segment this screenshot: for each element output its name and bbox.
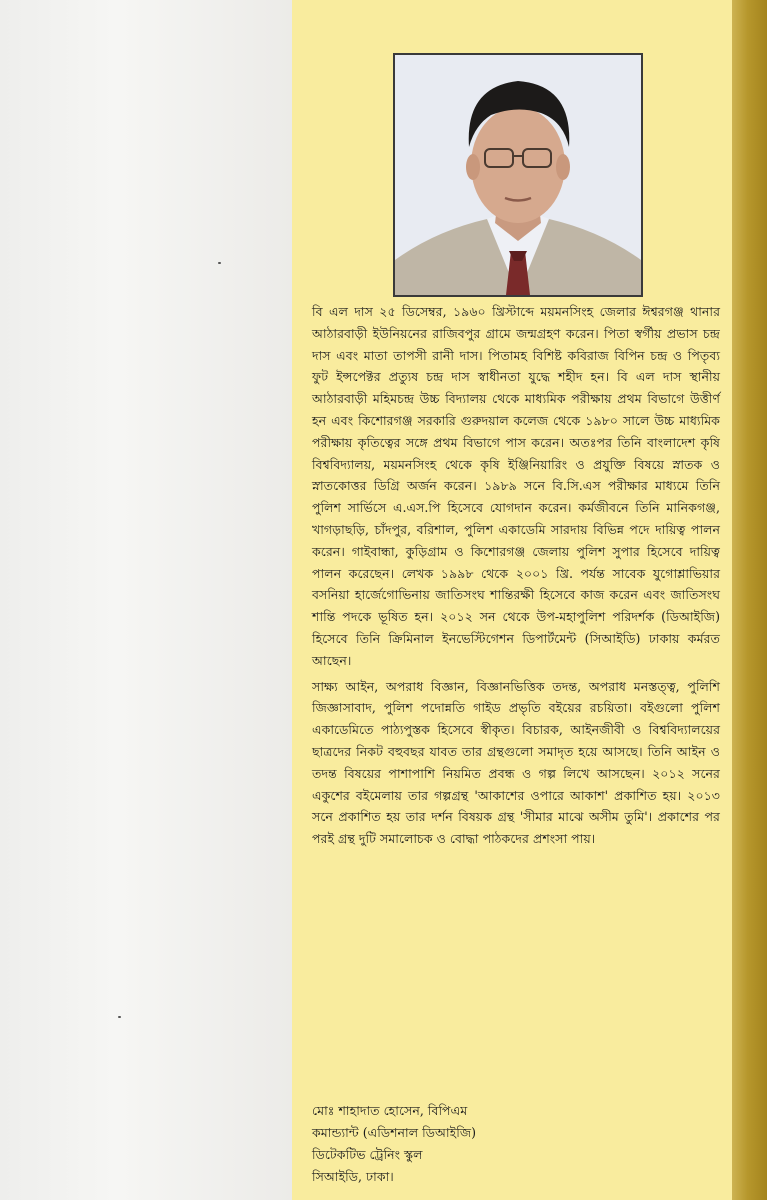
author-biography [312, 301, 720, 854]
paper-speck [218, 262, 221, 264]
left-flap-paper [0, 0, 292, 1200]
author-portrait-image [395, 55, 641, 295]
signatory-designation: কমান্ড্যান্ট (এডিশনাল ডিআইজি) [312, 1125, 476, 1140]
book-spine [732, 0, 767, 1200]
biography-paragraph-career: বি এল দাস ২৫ ডিসেম্বর, ১৯৬০ খ্রিস্টাব্দে ময়মনসিংহ জেলার ঈশ্বরগঞ্জ থানার আঠারবাড়ী ইউনিয়নের রাজিবপুর গ্রামে জন্মগ্রহণ করেন। পিতা স্বর্গীয় প্রভাস চন্দ্র দাস এবং মাতা তাপসী রানী দাস। পিতামহ বিশিষ্ট কবিরাজ বিপিন চন্দ্র ও পিতৃব্য ফুট ইন্সপেক্টর প্রত্যুষ চন্দ্র দাস স্বাধীনতা যুদ্ধে শহীদ হন। বি এল দাস স্থানীয় আঠারবাড়ী মহিমচন্দ্র উচ্চ বিদ্যালয় থেকে মাধ্যমিক পরীক্ষায় প্রথম বিভাগে উত্তীর্ণ হন এবং কিশোরগঞ্জ সরকারি গুরুদয়াল কলেজ থেকে ১৯৮০ সালে উচ্চ মাধ্যমিক পরীক্ষায় কৃতিত্বের সঙ্গে প্রথম বিভাগে পাস করেন। অতঃপর তিনি বাংলাদেশ কৃষি বিশ্ববিদ্যালয়, ময়মনসিংহ থেকে কৃষি ইঞ্জিনিয়ারিং ও প্রযুক্তি বিষয়ে স্নাতক ও স্নাতকোত্তর ডিগ্রি অর্জন করেন। ১৯৮৯ সনে বি.সি.এস পরীক্ষার মাধ্যমে তিনি পুলিশ সার্ভিসে এ.এস.পি হিসেবে যোগদান করেন। কর্মজীবনে তিনি মানিকগঞ্জ, খাগড়াছড়ি, চাঁদপুর, বরিশাল, পুলিশ একাডেমি সারদায় বিভিন্ন পদে দায়িত্ব পালন করেন। গাইবান্ধা, কুড়িগ্রাম ও কিশোরগঞ্জ জেলায় পুলিশ সুপার হিসেবে দায়িত্ব পালন করেছেন। লেখক ১৯৯৮ থেকে ২০০১ খ্রি. পর্যন্ত সাবেক যুগোশ্লাভিয়ার বসনিয়া হার্জেগোভিনায় জাতিসংঘ শান্তিরক্ষী হিসেবে কাজ করেন এবং জাতিসংঘ শান্তি পদকে ভূষিত হন। ২০১২ সন থেকে উপ-মহাপুলিশ পরিদর্শক (ডিআইজি) হিসেবে তিনি ক্রিমিনাল ইনভেস্টিগেশন ডিপার্টমেন্ট (সিআইডি) ঢাকায় কর্মরত আছেন। [312, 304, 720, 668]
paper-speck [118, 1016, 121, 1018]
author-photo [393, 53, 643, 297]
biography-paragraph-books: সাক্ষ্য আইন, অপরাধ বিজ্ঞান, বিজ্ঞানভিত্তিক তদন্ত, অপরাধ মনস্তত্ত্ব, পুলিশি জিজ্ঞাসাবাদ, পুলিশ পদোন্নতি গাইড প্রভৃতি বইয়ের রচয়িতা। বইগুলো পুলিশ একাডেমিতে পাঠ্যপুস্তক হিসেবে স্বীকৃত। বিচারক, আইনজীবী ও বিশ্ববিদ্যালয়ের ছাত্রদের নিকট বহুবছর যাবত তার গ্রন্থগুলো সমাদৃত হয়ে আসছে। তিনি আইন ও তদন্ত বিষয়ের পাশাপাশি নিয়মিত প্রবন্ধ ও গল্প লিখে আসছেন। ২০১২ সনের একুশের বইমেলায় তার গল্পগ্রন্থ 'আকাশের ওপারে আকাশ' প্রকাশিত হয়। ২০১৩ সনে প্রকাশিত হয় তার দর্শন বিষয়ক গ্রন্থ 'সীমার মাঝে অসীম তুমি'। প্রকাশের পর পরই গ্রন্থ দুটি সমালোচক ও বোদ্ধা পাঠকদের প্রশংসা পায়। [312, 678, 720, 847]
signatory-location: সিআইডি, ঢাকা। [312, 1169, 394, 1184]
signatory-name: মোঃ শাহাদাত হোসেন, বিপিএম [312, 1103, 468, 1118]
signature-block [312, 1100, 712, 1188]
signatory-institution: ডিটেকটিভ ট্রেনিং স্কুল [312, 1147, 423, 1162]
